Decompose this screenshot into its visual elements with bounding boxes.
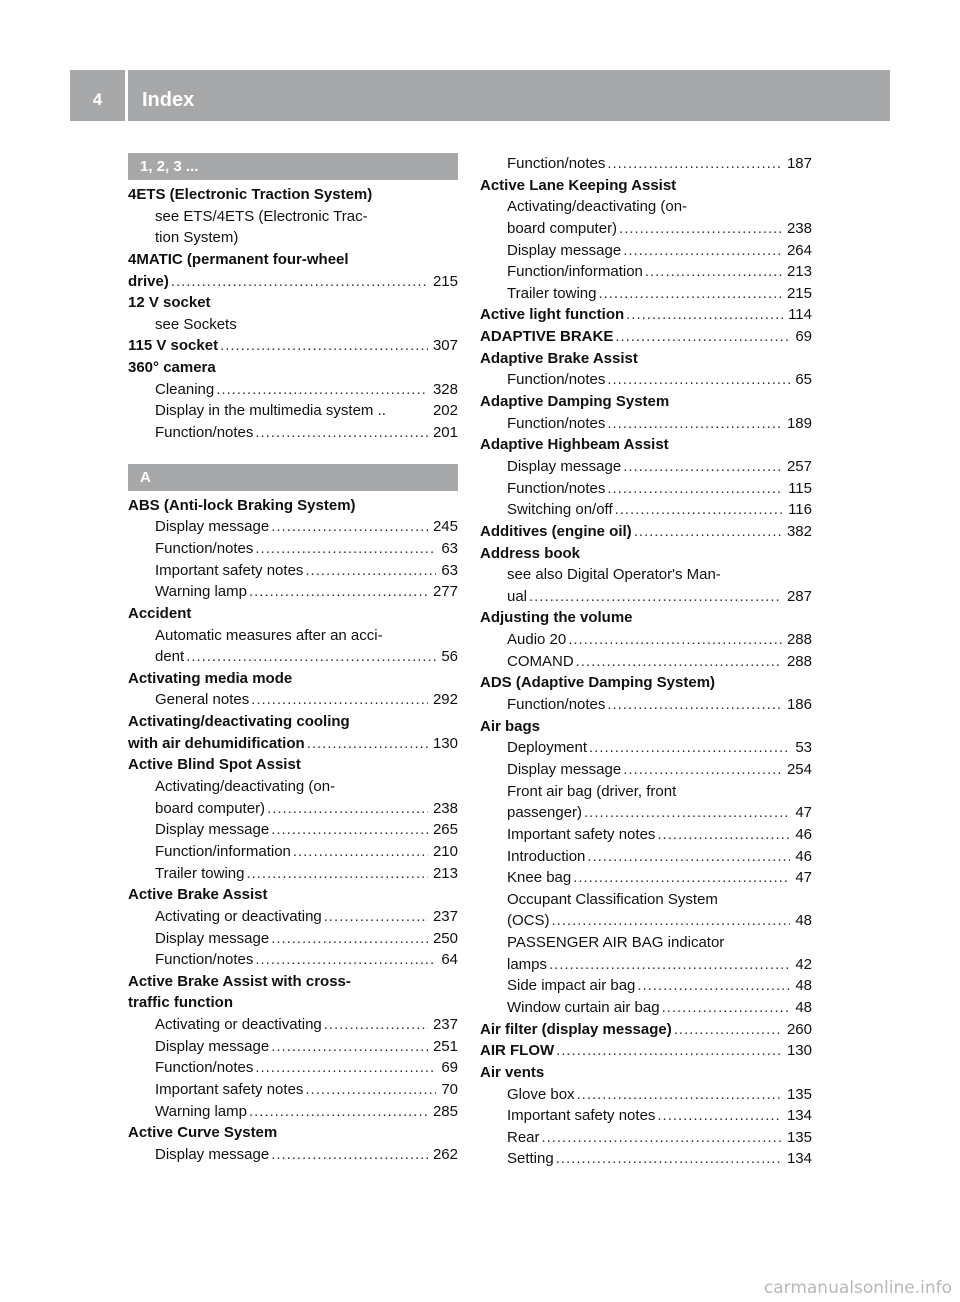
dot-leader [249,1101,428,1123]
index-entry [480,326,812,348]
index-subentry [480,499,812,521]
page-ref: 187 [786,155,812,172]
index-entry-heading: 4ETS (Electronic Traction System) [128,186,373,203]
index-subentry [128,1144,458,1166]
entry-label: Audio 20 [507,631,567,649]
index-subentry [128,841,458,863]
index-subentry [128,516,458,538]
page-header [70,70,890,121]
dot-leader [589,737,790,759]
page-ref: 287 [786,587,812,605]
index-subentry [128,928,458,950]
page-ref: 46 [795,825,812,843]
entry-label: Important safety notes [155,1080,304,1098]
page-ref: 134 [786,1107,812,1125]
entry-label: Function/notes [507,479,606,497]
page-ref: 186 [786,696,812,714]
entry-label: Side impact air bag [507,977,636,995]
page-ref: 48 [795,977,812,995]
index-subentry [128,538,458,560]
entry-label: Display message [507,457,622,475]
index-subentry [128,400,458,422]
page-title: Index [142,89,195,111]
dot-leader [662,997,791,1019]
index-entry-heading: Active Blind Spot Assist [128,756,301,774]
dot-leader [607,153,782,175]
entry-label: Rear [507,1128,540,1146]
index-subentry [480,261,812,283]
page-ref: 189 [786,414,812,432]
index-subentry-text: see also Digital Operator's Man- [507,566,721,584]
dot-leader [267,798,428,820]
index-subentry [480,997,812,1019]
index-entry-heading: Air vents [480,1063,545,1081]
index-subentry [128,1101,458,1123]
dot-leader [568,629,782,651]
entry-label: Window curtain air bag [507,998,660,1016]
index-subentry [128,422,458,444]
index-subentry [480,369,812,391]
page-ref: 130 [432,734,458,752]
dot-leader [529,586,782,608]
index-entry-heading: 12 V socket [128,294,211,312]
dot-leader [246,863,427,885]
entry-label: Function/notes [155,951,254,969]
page-ref: 215 [786,284,812,302]
entry-label: Knee bag [507,869,572,887]
dot-leader [634,521,782,543]
page-ref: 328 [432,380,458,398]
dot-leader [607,413,782,435]
page-ref: 135 [786,1085,812,1103]
index-subentry [128,1057,458,1079]
index-subentry [480,586,812,608]
index-entry [480,304,812,326]
entry-label: Trailer towing [155,864,245,882]
index-subentry [128,689,458,711]
dot-leader [623,456,782,478]
dot-leader [305,560,436,582]
dot-leader [271,928,428,950]
dot-leader [249,581,428,603]
index-entry [480,1040,812,1062]
index-entry-heading: ABS (Anti-lock Braking System) [128,496,356,514]
index-subentry-text: Activating/deactivating (on- [507,198,688,216]
dot-leader [271,1036,428,1058]
entry-label: Glove box [507,1085,575,1103]
page-ref: 202 [432,402,458,420]
index-entry-heading: traffic function [128,994,233,1012]
page-ref: 134 [786,1150,812,1168]
page-ref: 47 [795,869,812,887]
dot-leader [255,422,428,444]
page-ref: 215 [432,272,458,290]
page-ref: 251 [432,1037,458,1055]
index-subentry [128,906,458,928]
index-entry-heading: Active Curve System [128,1124,278,1142]
dot-leader [607,369,790,391]
entry-label: Function/information [507,263,643,281]
entry-label: ual [507,587,528,605]
dot-leader [615,326,790,348]
index-subentry [480,1127,812,1149]
index-subentry [480,1148,812,1170]
page-ref: 285 [432,1102,458,1120]
dot-leader [573,867,790,889]
dot-leader [598,283,781,305]
index-entry-heading: 4MATIC (permanent four-wheel [128,250,349,268]
index-column-right [480,153,812,1170]
entry-label: passenger) [507,804,583,822]
dot-leader [576,651,782,673]
entry-label: Trailer towing [507,284,597,302]
dot-leader [271,516,428,538]
dot-leader [645,261,782,283]
page-ref: 254 [786,760,812,778]
dot-leader [271,1144,428,1166]
page-ref: 130 [786,1042,812,1060]
entry-label: lamps [507,955,548,973]
entry-label: Function/notes [507,371,606,389]
entry-label: Activating or deactivating [155,907,322,925]
dot-leader [171,271,428,293]
index-entry-heading: Activating media mode [128,669,293,687]
entry-label: Warning lamp [155,1102,247,1120]
page-ref: 48 [795,912,812,930]
index-entry [480,521,812,543]
entry-label: Important safety notes [507,1107,656,1125]
index-entry-heading: Adaptive Highbeam Assist [480,436,669,454]
index-subentry [480,1105,812,1127]
index-entry [128,271,458,293]
section-heading: A [128,464,458,491]
index-subentry-text: tion System) [155,229,239,247]
entry-label: Cleaning [155,380,215,398]
entry-label: Introduction [507,847,586,865]
header-divider [125,70,128,121]
dot-leader [271,819,428,841]
index-entry-heading: Address book [480,544,581,562]
dot-leader [324,906,428,928]
page-ref: 257 [786,457,812,475]
index-subentry [128,949,458,971]
entry-label: Display message [507,241,622,259]
index-subentry [480,283,812,305]
index-entry [128,733,458,755]
entry-label: with air dehumidification [128,734,305,752]
page-ref: 201 [432,424,458,442]
entry-label: Important safety notes [155,561,304,579]
page-ref: 288 [786,652,812,670]
page-ref: 288 [786,631,812,649]
index-subentry [480,759,812,781]
entry-label: Warning lamp [155,583,247,601]
index-subentry [128,1036,458,1058]
entry-label: board computer) [507,219,618,237]
dot-leader [324,1014,428,1036]
entry-label: Activating or deactivating [155,1016,322,1034]
page-ref: 382 [786,522,812,540]
page-ref: 69 [795,328,812,346]
page-ref: 42 [795,955,812,973]
index-entry-heading: Air bags [480,717,541,735]
index-subentry [128,379,458,401]
entry-label: dent [155,648,185,666]
dot-leader [623,759,782,781]
page-ref: 135 [786,1128,812,1146]
dot-leader [255,1057,436,1079]
dot-leader [549,954,790,976]
page-ref: 238 [432,799,458,817]
entry-label: Switching on/off [507,501,613,519]
dot-leader [657,1105,782,1127]
entry-label: Display message [155,929,270,947]
index-subentry [128,819,458,841]
index-subentry-text: Front air bag (driver, front [507,782,677,800]
index-subentry [480,694,812,716]
dot-leader [255,538,436,560]
index-subentry [480,478,812,500]
index-subentry [128,1014,458,1036]
dot-leader [293,841,428,863]
index-entry [480,1019,812,1041]
dot-leader [607,694,782,716]
dot-leader [552,910,791,932]
entry-label: Display message [155,821,270,839]
entry-label: (OCS) [507,912,550,930]
entry-label: board computer) [155,799,266,817]
entry-label: Function/notes [155,424,254,442]
page-ref: 56 [441,648,458,666]
dot-leader [619,218,782,240]
dot-leader [542,1127,782,1149]
entry-label: Deployment [507,739,588,757]
dot-leader [220,335,428,357]
index-entry [128,335,458,357]
index-entry-heading: Adaptive Damping System [480,393,670,411]
index-subentry [480,413,812,435]
page-ref: 47 [795,804,812,822]
dot-leader [674,1019,782,1041]
index-subentry [480,867,812,889]
index-subentry-text: see Sockets [155,315,237,333]
dot-leader [305,1079,436,1101]
page-ref: 116 [788,501,812,519]
page-ref: 48 [795,998,812,1016]
page-ref: 292 [432,691,458,709]
entry-label: Important safety notes [507,825,656,843]
page-ref: 245 [432,518,458,536]
dot-leader [637,975,790,997]
page-number: 4 [92,90,103,109]
dot-leader [607,478,783,500]
entry-label: Air filter (display message) [480,1020,672,1038]
entry-label: Display message [507,760,622,778]
index-entry-heading: Accident [128,604,192,622]
index-subentry-text: Activating/deactivating (on- [155,778,336,796]
page-ref: 213 [432,864,458,882]
dot-leader [251,689,428,711]
page-ref: 237 [432,907,458,925]
page-ref: 65 [795,371,812,389]
index-subentry [480,954,812,976]
index-subentry [480,456,812,478]
page-ref: 210 [432,842,458,860]
page-ref: 64 [441,951,458,969]
watermark: carmanualsonline.info [763,1278,952,1298]
page-ref: 238 [786,219,812,237]
page-ref: 307 [432,337,458,355]
page-ref: 63 [441,539,458,557]
entry-label: Active light function [480,306,625,324]
entry-label: drive) [128,272,169,290]
page-ref: 260 [786,1020,812,1038]
entry-label: Function/notes [155,539,254,557]
entry-label: Display message [155,1037,270,1055]
entry-label: Setting [507,1150,554,1168]
index-entry-heading: 360° camera [128,359,216,377]
index-subentry [480,802,812,824]
dot-leader [577,1084,782,1106]
index-entry-heading: Adaptive Brake Assist [480,349,638,367]
page-ref: 265 [432,821,458,839]
index-subentry-text: PASSENGER AIR BAG indicator [507,934,725,952]
index-subentry-text: Automatic measures after an acci- [155,626,383,644]
index-subentry [480,240,812,262]
dot-leader [657,824,790,846]
entry-label: Function/notes [507,414,606,432]
dot-leader [584,802,790,824]
entry-label: Additives (engine oil) [480,522,632,540]
entry-label: COMAND [507,652,574,670]
dot-leader [216,379,428,401]
entry-label: Function/notes [507,155,606,172]
page-ref: 69 [441,1059,458,1077]
index-subentry [128,798,458,820]
index-subentry [480,824,812,846]
index-subentry [480,846,812,868]
dot-leader [556,1148,782,1170]
entry-label: Display in the multimedia system .. [155,402,386,420]
index-entry-heading: Active Brake Assist [128,886,268,904]
index-subentry [480,218,812,240]
dot-leader [307,733,428,755]
entry-label: Display message [155,1145,270,1163]
entry-label: Display message [155,518,270,536]
page-ref: 250 [432,929,458,947]
page-ref: 237 [432,1016,458,1034]
page-ref: 277 [432,583,458,601]
dot-leader [615,499,783,521]
index-subentry [128,581,458,603]
section-heading: 1, 2, 3 ... [128,153,458,180]
page-ref: 114 [788,306,812,324]
dot-leader [556,1040,782,1062]
page-ref: 213 [786,263,812,281]
index-subentry-text: Occupant Classification System [507,890,718,908]
index-entry-heading: Adjusting the volume [480,609,633,627]
index-subentry [480,629,812,651]
dot-leader [623,240,782,262]
page-ref: 63 [441,561,458,579]
entry-label: 115 V socket [128,337,219,355]
index-entry-heading: Activating/deactivating cooling [128,713,350,731]
page-ref: 53 [795,739,812,757]
index-subentry-text: see ETS/4ETS (Electronic Trac- [155,207,368,225]
page-ref: 46 [795,847,812,865]
index-subentry [128,560,458,582]
entry-label: General notes [155,691,250,709]
entry-label: Function/notes [155,1059,254,1077]
entry-label: Function/notes [507,696,606,714]
index-subentry [480,1084,812,1106]
index-subentry [480,975,812,997]
index-entry-heading: ADS (Adaptive Damping System) [480,674,716,692]
index-subentry [480,910,812,932]
entry-label: ADAPTIVE BRAKE [480,328,614,346]
dot-leader [186,646,436,668]
dot-leader [587,846,790,868]
dot-leader [626,304,783,326]
page-ref: 70 [441,1080,458,1098]
index-subentry [480,651,812,673]
index-subentry [128,1079,458,1101]
index-subentry [128,863,458,885]
page-ref: 115 [788,479,812,497]
page-ref: 264 [786,241,812,259]
page-ref: 262 [432,1145,458,1163]
dot-leader [255,949,436,971]
entry-label: Function/information [155,842,291,860]
index-entry-heading: Active Lane Keeping Assist [480,176,677,194]
index-entry-heading: Active Brake Assist with cross- [128,972,351,990]
index-subentry [480,737,812,759]
index-column-left [128,153,458,1166]
index-subentry [480,153,812,175]
entry-label: AIR FLOW [480,1042,555,1060]
index-subentry [128,646,458,668]
